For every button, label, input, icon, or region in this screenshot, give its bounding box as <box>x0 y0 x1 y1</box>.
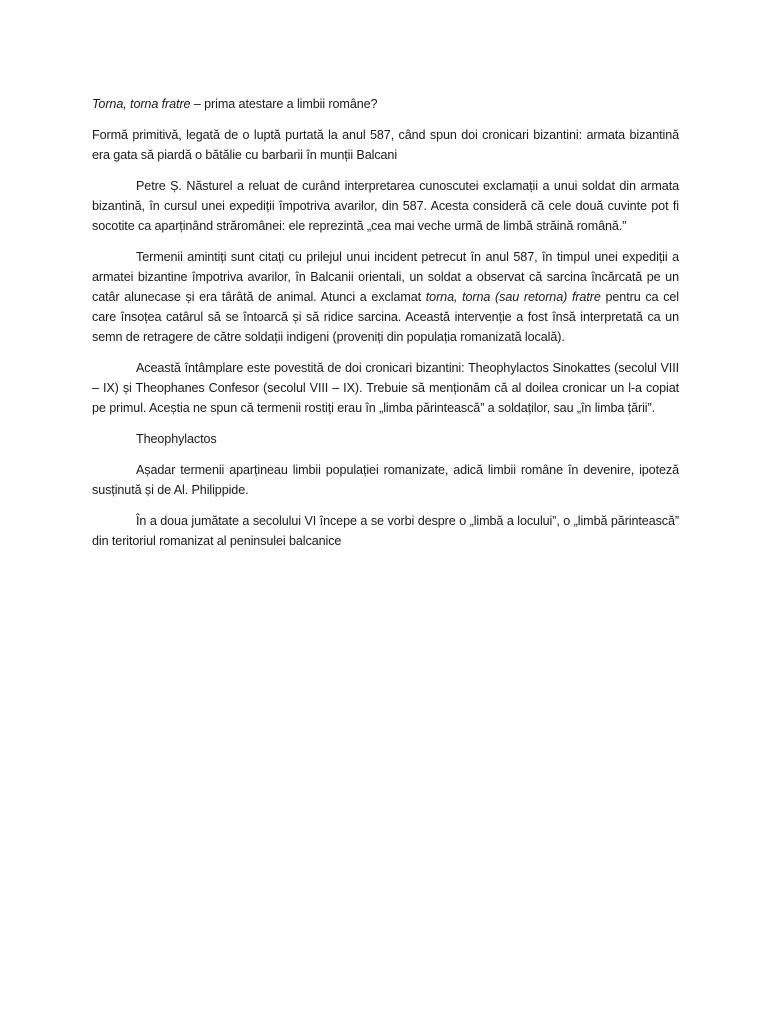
paragraph-1: Formă primitivă, legată de o luptă purtată la anul 587, când spun doi cronicari bizantini: armata bizantină era gata să piardă o bătălie cu barbarii în munții Balcani <box>92 128 679 162</box>
title-italic-phrase: Torna, torna fratre <box>92 97 191 111</box>
paragraph-2: Petre Ș. Năsturel a reluat de curând interpretarea cunoscutei exclamații a unui soldat din armata bizantină, în cursul unei expediții împotriva avarilor, din 587. Acesta consideră că cele două cuvinte pot fi socotite ca aparținând străromânei: ele reprezintă „cea mai veche urmă de limbă străină română.” <box>92 179 679 233</box>
paragraph-3-part-1: Termenii amintiți sunt citați cu prilejul unui incident petrecut în anul 587, în timpul unei expediții a armatei bizantine împotriva avarilor, în Balcanii orientali, un soldat a observat că sarcina încărcată pe un catâr alunecase și era târâtă de animal. Atunci a exclamat <box>92 250 679 304</box>
paragraph-3-part-2: pentru ca cel care însoțea catârul să se întoarcă și să ridice sarcina. Această intervenție a fost însă interpretată ca un semn de retragere de către soldații indigeni (proveniți din populația romanizată locală). <box>92 290 679 344</box>
paragraph-6: Așadar termenii aparțineau limbii populației romanizate, adică limbii române în devenire, ipoteză susținută și de Al. Philippide. <box>92 463 679 497</box>
document-page <box>92 94 679 562</box>
paragraph-3 <box>92 247 679 347</box>
paragraph-4: Această întâmplare este povestită de doi cronicari bizantini: Theophylactos Sinokattes (secolul VIII – IX) și Theophanes Confesor (secolul VIII – IX). Trebuie să menționăm că al doilea cronicar un l-a copiat pe primul. Aceștia ne spun că termenii rostiți erau în „limba părintească” a soldaților, sau „în limba țării”. <box>92 361 679 415</box>
paragraph-7: În a doua jumătate a secolului VI începe a se vorbi despre o „limbă a locului”, o „limbă părintească” din teritoriul romanizat al peninsulei balcanice <box>92 514 679 548</box>
document-title <box>92 94 679 114</box>
title-rest: – prima atestare a limbii române? <box>190 97 378 111</box>
paragraph-5: Theophylactos <box>136 432 217 446</box>
paragraph-3-italic-phrase: torna, torna (sau retorna) fratre <box>425 290 601 304</box>
